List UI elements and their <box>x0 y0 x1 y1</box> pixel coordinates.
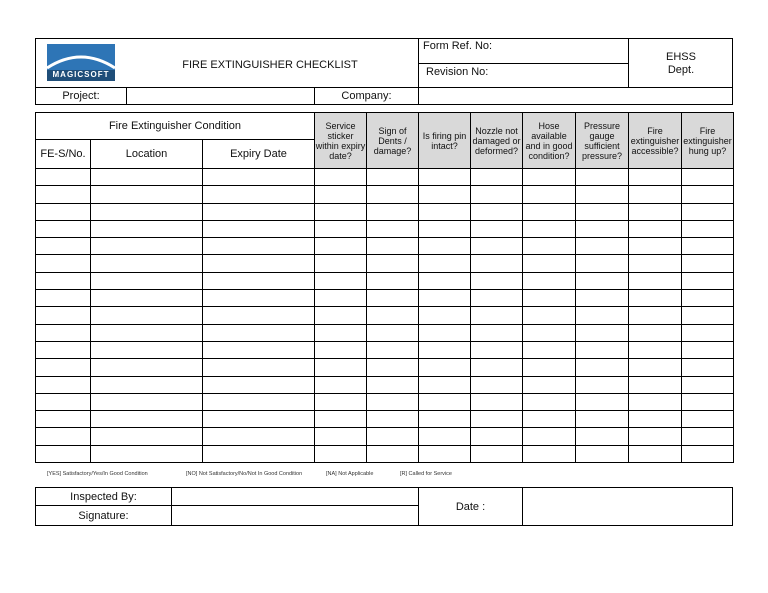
table-cell[interactable] <box>629 411 682 428</box>
logo-text: MAGICSOFT <box>52 70 110 79</box>
table-cell[interactable] <box>91 186 203 203</box>
table-cell[interactable] <box>367 445 419 462</box>
table-cell[interactable] <box>203 428 315 445</box>
table-cell[interactable] <box>471 359 523 376</box>
table-cell[interactable] <box>419 290 471 307</box>
table-cell[interactable] <box>91 411 203 428</box>
form-ref-label: Form Ref. No: <box>423 40 493 52</box>
table-cell[interactable] <box>629 238 682 255</box>
table-cell[interactable] <box>203 324 315 341</box>
table-cell[interactable] <box>367 341 419 358</box>
table-cell[interactable] <box>36 428 91 445</box>
table-cell[interactable] <box>629 186 682 203</box>
table-cell[interactable] <box>91 272 203 289</box>
table-row <box>36 255 734 272</box>
table-row <box>36 411 734 428</box>
table-cell[interactable] <box>315 393 367 410</box>
table-cell[interactable] <box>91 341 203 358</box>
table-cell[interactable] <box>36 376 91 393</box>
table-cell[interactable] <box>367 376 419 393</box>
table-cell[interactable] <box>523 341 576 358</box>
table-row <box>36 186 734 203</box>
col-pressure: Pressure gauge sufficient pressure? <box>576 113 629 169</box>
table-cell[interactable] <box>419 341 471 358</box>
table-cell[interactable] <box>36 324 91 341</box>
divider-ref-rev <box>418 63 629 64</box>
table-cell[interactable] <box>682 376 734 393</box>
table-cell[interactable] <box>471 324 523 341</box>
table-cell[interactable] <box>682 290 734 307</box>
table-cell[interactable] <box>576 169 629 186</box>
table-cell[interactable] <box>629 376 682 393</box>
table-cell[interactable] <box>523 376 576 393</box>
table-cell[interactable] <box>315 255 367 272</box>
table-cell[interactable] <box>367 169 419 186</box>
project-label: Project: <box>62 90 100 102</box>
table-cell[interactable] <box>367 290 419 307</box>
table-cell[interactable] <box>576 186 629 203</box>
table-cell[interactable] <box>315 359 367 376</box>
table-cell[interactable] <box>523 445 576 462</box>
table-row <box>36 428 734 445</box>
table-cell[interactable] <box>523 255 576 272</box>
table-cell[interactable] <box>576 393 629 410</box>
table-cell[interactable] <box>36 272 91 289</box>
table-cell[interactable] <box>629 324 682 341</box>
table-cell[interactable] <box>523 428 576 445</box>
table-cell[interactable] <box>203 290 315 307</box>
table-cell[interactable] <box>682 445 734 462</box>
table-cell[interactable] <box>36 393 91 410</box>
table-cell[interactable] <box>523 393 576 410</box>
col-nozzle: Nozzle not damaged or deformed? <box>471 113 523 169</box>
table-cell[interactable] <box>471 428 523 445</box>
table-cell[interactable] <box>91 307 203 324</box>
table-cell[interactable] <box>576 307 629 324</box>
table-cell[interactable] <box>629 290 682 307</box>
col-hose: Hose available and in good condition? <box>523 113 576 169</box>
table-cell[interactable] <box>682 238 734 255</box>
table-cell[interactable] <box>36 169 91 186</box>
signature-label: Signature: <box>78 510 129 522</box>
date-label: Date : <box>455 500 486 513</box>
table-row <box>36 376 734 393</box>
table-cell[interactable] <box>471 220 523 237</box>
table-cell[interactable] <box>576 255 629 272</box>
table-cell[interactable] <box>471 272 523 289</box>
table-cell[interactable] <box>91 428 203 445</box>
table-cell[interactable] <box>36 341 91 358</box>
col-accessible: Fire extinguisher accessible? <box>629 113 682 169</box>
form-title: FIRE EXTINGUISHER CHECKLIST <box>182 59 358 71</box>
table-cell[interactable] <box>576 376 629 393</box>
table-cell[interactable] <box>367 238 419 255</box>
logo <box>46 42 116 82</box>
table-cell[interactable] <box>629 445 682 462</box>
table-row <box>36 220 734 237</box>
table-cell[interactable] <box>419 376 471 393</box>
table-cell[interactable] <box>367 411 419 428</box>
divider <box>35 505 419 506</box>
table-row <box>36 445 734 462</box>
table-cell[interactable] <box>203 255 315 272</box>
table-cell[interactable] <box>682 324 734 341</box>
table-cell[interactable] <box>682 203 734 220</box>
table-cell[interactable] <box>629 203 682 220</box>
table-cell[interactable] <box>576 428 629 445</box>
legend-yes: [YES] Satisfactory/Yes/In Good Condition <box>47 471 148 477</box>
table-cell[interactable] <box>576 272 629 289</box>
table-row <box>36 238 734 255</box>
table-cell[interactable] <box>367 307 419 324</box>
table-cell[interactable] <box>576 341 629 358</box>
table-cell[interactable] <box>576 324 629 341</box>
table-cell[interactable] <box>576 445 629 462</box>
col-hung-up: Fire extinguisher hung up? <box>682 113 734 169</box>
table-cell[interactable] <box>203 307 315 324</box>
table-cell[interactable] <box>36 186 91 203</box>
table-cell[interactable] <box>36 290 91 307</box>
table-row <box>36 272 734 289</box>
table-cell[interactable] <box>682 341 734 358</box>
table-cell[interactable] <box>419 445 471 462</box>
table-cell[interactable] <box>36 411 91 428</box>
table-cell[interactable] <box>367 255 419 272</box>
table-cell[interactable] <box>576 411 629 428</box>
table-cell[interactable] <box>471 238 523 255</box>
table-cell[interactable] <box>523 307 576 324</box>
table-cell[interactable] <box>91 359 203 376</box>
table-cell[interactable] <box>629 220 682 237</box>
table-cell[interactable] <box>471 169 523 186</box>
dept-line1: EHSS <box>666 51 696 63</box>
table-cell[interactable] <box>629 169 682 186</box>
table-cell[interactable] <box>419 324 471 341</box>
table-cell[interactable] <box>471 307 523 324</box>
col-expiry-date: Expiry Date <box>203 140 315 169</box>
table-cell[interactable] <box>471 411 523 428</box>
table-row <box>36 203 734 220</box>
table-cell[interactable] <box>682 272 734 289</box>
table-cell[interactable] <box>629 359 682 376</box>
table-cell[interactable] <box>523 359 576 376</box>
col-fe-no: FE-S/No. <box>36 140 91 169</box>
table-cell[interactable] <box>203 220 315 237</box>
table-cell[interactable] <box>471 255 523 272</box>
table-cell[interactable] <box>91 255 203 272</box>
table-cell[interactable] <box>471 341 523 358</box>
table-cell[interactable] <box>419 255 471 272</box>
table-cell[interactable] <box>91 445 203 462</box>
table-cell[interactable] <box>629 341 682 358</box>
date-field[interactable] <box>523 488 732 525</box>
col-service-sticker: Service sticker within expiry date? <box>315 113 367 169</box>
table-cell[interactable] <box>682 186 734 203</box>
table-cell[interactable] <box>576 238 629 255</box>
table-row <box>36 169 734 186</box>
project-field[interactable] <box>127 88 314 104</box>
table-cell[interactable] <box>36 203 91 220</box>
table-cell[interactable] <box>471 376 523 393</box>
table-cell[interactable] <box>315 238 367 255</box>
table-cell[interactable] <box>471 186 523 203</box>
table-row <box>36 307 734 324</box>
table-cell[interactable] <box>419 203 471 220</box>
table-cell[interactable] <box>682 411 734 428</box>
table-cell[interactable] <box>315 272 367 289</box>
table-cell[interactable] <box>576 290 629 307</box>
table-cell[interactable] <box>315 445 367 462</box>
table-cell[interactable] <box>203 393 315 410</box>
col-location: Location <box>91 140 203 169</box>
table-cell[interactable] <box>203 238 315 255</box>
table-cell[interactable] <box>203 169 315 186</box>
table-cell[interactable] <box>367 186 419 203</box>
table-cell[interactable] <box>36 238 91 255</box>
table-cell[interactable] <box>523 220 576 237</box>
table-cell[interactable] <box>203 203 315 220</box>
table-cell[interactable] <box>36 220 91 237</box>
company-label: Company: <box>341 90 392 102</box>
table-cell[interactable] <box>682 359 734 376</box>
table-cell[interactable] <box>629 255 682 272</box>
table-cell[interactable] <box>523 203 576 220</box>
table-cell[interactable] <box>203 341 315 358</box>
table-cell[interactable] <box>36 307 91 324</box>
table-cell[interactable] <box>471 290 523 307</box>
table-cell[interactable] <box>471 203 523 220</box>
table-cell[interactable] <box>682 307 734 324</box>
table-cell[interactable] <box>576 220 629 237</box>
table-cell[interactable] <box>682 428 734 445</box>
table-cell[interactable] <box>419 359 471 376</box>
table-cell[interactable] <box>315 324 367 341</box>
table-cell[interactable] <box>36 445 91 462</box>
table-cell[interactable] <box>367 428 419 445</box>
legend-no: [NO] Not Satisfactory/No/Not In Good Condition <box>186 471 303 477</box>
table-cell[interactable] <box>367 203 419 220</box>
table-cell[interactable] <box>367 324 419 341</box>
table-cell[interactable] <box>523 290 576 307</box>
col-dents: Sign of Dents / damage? <box>367 113 419 169</box>
table-cell[interactable] <box>419 411 471 428</box>
table-cell[interactable] <box>682 255 734 272</box>
signature-field[interactable] <box>172 507 418 525</box>
table-cell[interactable] <box>419 220 471 237</box>
table-cell[interactable] <box>91 169 203 186</box>
table-cell[interactable] <box>203 376 315 393</box>
table-cell[interactable] <box>315 290 367 307</box>
table-cell[interactable] <box>91 220 203 237</box>
table-cell[interactable] <box>629 307 682 324</box>
table-cell[interactable] <box>523 272 576 289</box>
table-cell[interactable] <box>203 186 315 203</box>
table-row <box>36 290 734 307</box>
table-cell[interactable] <box>419 272 471 289</box>
table-cell[interactable] <box>419 428 471 445</box>
table-cell[interactable] <box>419 393 471 410</box>
table-row <box>36 341 734 358</box>
table-row <box>36 393 734 410</box>
table-cell[interactable] <box>203 445 315 462</box>
table-cell[interactable] <box>576 203 629 220</box>
table-cell[interactable] <box>471 393 523 410</box>
table-cell[interactable] <box>315 169 367 186</box>
table-cell[interactable] <box>523 169 576 186</box>
table-cell[interactable] <box>419 307 471 324</box>
table-cell[interactable] <box>203 272 315 289</box>
table-cell[interactable] <box>629 272 682 289</box>
table-cell[interactable] <box>367 393 419 410</box>
table-cell[interactable] <box>523 238 576 255</box>
table-cell[interactable] <box>419 238 471 255</box>
table-cell[interactable] <box>367 272 419 289</box>
table-cell[interactable] <box>91 290 203 307</box>
table-cell[interactable] <box>523 324 576 341</box>
table-cell[interactable] <box>91 324 203 341</box>
col-firing-pin: Is firing pin intact? <box>419 113 471 169</box>
table-cell[interactable] <box>315 376 367 393</box>
condition-group-header: Fire Extinguisher Condition <box>36 113 315 140</box>
table-cell[interactable] <box>682 169 734 186</box>
inspected-by-label: Inspected By: <box>70 490 137 503</box>
table-cell[interactable] <box>471 445 523 462</box>
dept-line2: Dept. <box>667 64 695 76</box>
table-cell[interactable] <box>315 186 367 203</box>
table-cell[interactable] <box>576 359 629 376</box>
table-cell[interactable] <box>682 393 734 410</box>
table-cell[interactable] <box>91 393 203 410</box>
table-cell[interactable] <box>682 220 734 237</box>
table-cell[interactable] <box>91 376 203 393</box>
company-field[interactable] <box>419 88 732 104</box>
table-cell[interactable] <box>91 238 203 255</box>
legend-r: [R] Called for Service <box>400 471 452 477</box>
inspected-by-field[interactable] <box>172 488 418 505</box>
table-cell[interactable] <box>315 203 367 220</box>
table-cell[interactable] <box>203 411 315 428</box>
table-cell[interactable] <box>315 411 367 428</box>
table-cell[interactable] <box>367 359 419 376</box>
table-cell[interactable] <box>629 428 682 445</box>
table-cell[interactable] <box>523 411 576 428</box>
table-cell[interactable] <box>419 186 471 203</box>
table-row <box>36 324 734 341</box>
table-cell[interactable] <box>629 393 682 410</box>
table-cell[interactable] <box>203 359 315 376</box>
table-cell[interactable] <box>367 220 419 237</box>
table-cell[interactable] <box>91 203 203 220</box>
table-cell[interactable] <box>523 186 576 203</box>
revision-label: Revision No: <box>426 66 489 78</box>
table-cell[interactable] <box>36 255 91 272</box>
legend-na: [NA] Not Applicable <box>326 471 374 477</box>
table-row <box>36 359 734 376</box>
table-cell[interactable] <box>315 307 367 324</box>
checklist-table <box>35 112 734 463</box>
table-cell[interactable] <box>315 341 367 358</box>
table-cell[interactable] <box>315 428 367 445</box>
table-cell[interactable] <box>419 169 471 186</box>
table-cell[interactable] <box>315 220 367 237</box>
table-cell[interactable] <box>36 359 91 376</box>
